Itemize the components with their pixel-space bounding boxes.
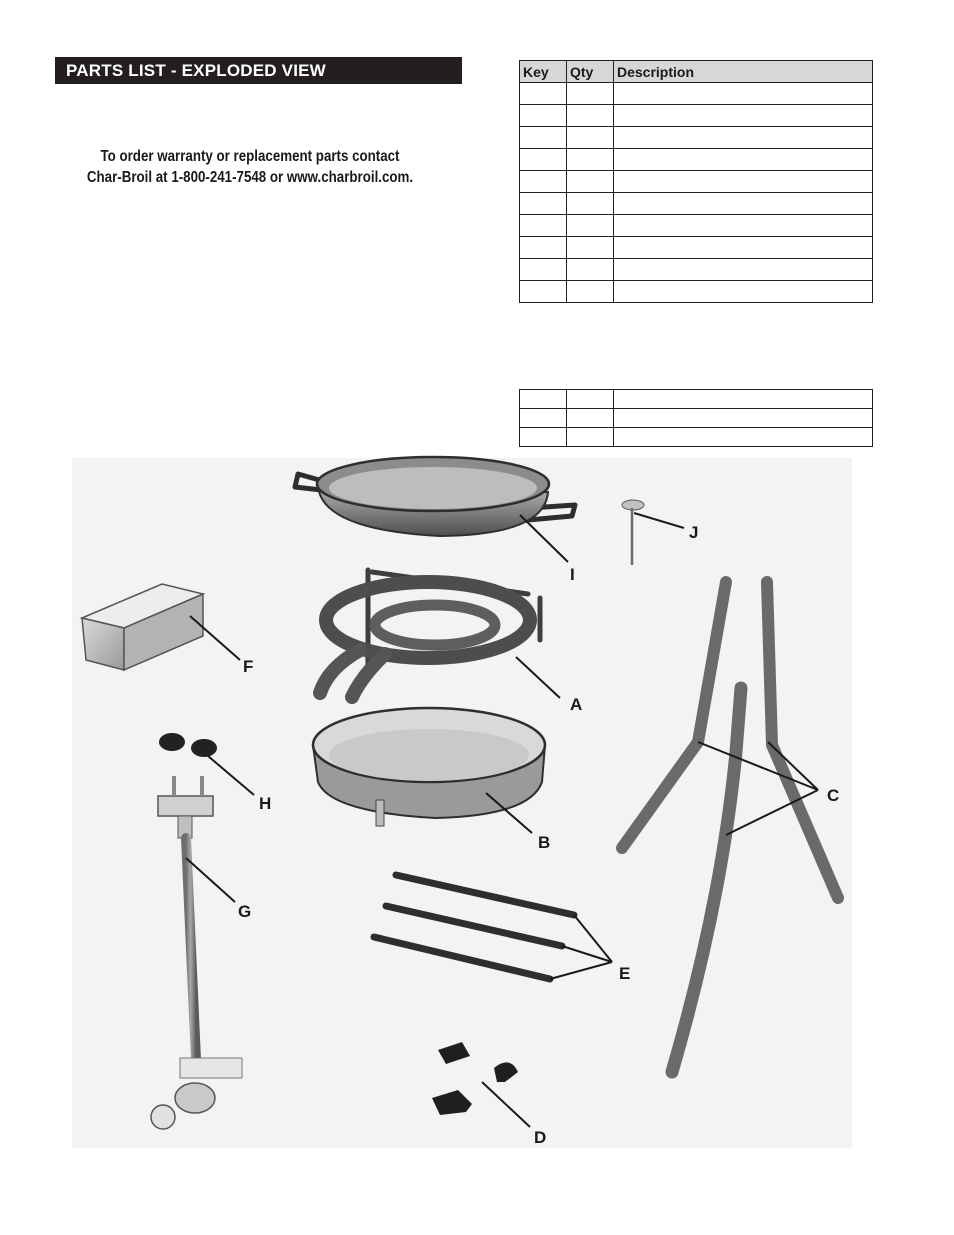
section-title: PARTS LIST - EXPLODED VIEW bbox=[55, 57, 462, 84]
callout-i: I bbox=[570, 565, 575, 584]
callout-c: C bbox=[827, 786, 840, 805]
column-header-qty: Qty bbox=[567, 61, 614, 83]
column-header-key: Key bbox=[520, 61, 567, 83]
contact-line-2: Char-Broil at 1-800-241-7548 or www.charbroil.com. bbox=[86, 169, 414, 186]
callout-a: A bbox=[570, 695, 583, 714]
callout-b: B bbox=[538, 833, 551, 852]
contact-line-1: To order warranty or replacement parts contact bbox=[100, 148, 400, 165]
callout-g: G bbox=[238, 902, 252, 921]
callout-j: J bbox=[689, 523, 699, 542]
callout-f: F bbox=[243, 657, 254, 676]
callout-e: E bbox=[619, 964, 631, 983]
callout-d: D bbox=[534, 1128, 547, 1147]
column-header-description: Description bbox=[614, 61, 873, 83]
callout-h: H bbox=[259, 794, 272, 813]
